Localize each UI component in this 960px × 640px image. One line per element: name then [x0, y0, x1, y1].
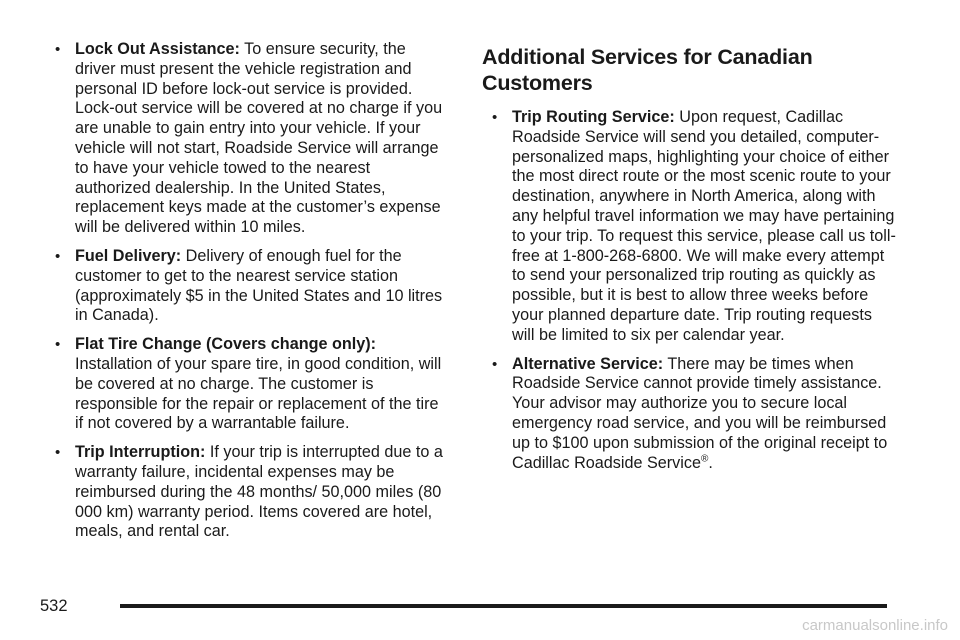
- section-heading: Additional Services for Canadian Customers: [482, 45, 813, 95]
- item-text: Delivery of enough fuel for the customer to get to the nearest service station (approximately $5 in the United States and 10 litres in Canada).: [75, 246, 443, 325]
- item-text: Upon request, Cadillac Roadside Service will send you detailed, computer-personalized maps, highlighting your choice of either the most direct route or the most scenic route to your destination, anywhere in North America, along with any helpful travel information we may have pertaining to your trip. To request this service, please call us toll-free at 1-800-268-6800. We will make every attempt to send your personalized trip routing as quickly as possible, but it is best to allow three weeks before your planned departure date. Trip routing requests will be limited to six per calendar year.: [512, 108, 896, 344]
- list-item-lock-out-assistance: [52, 40, 447, 238]
- service-list-left: [52, 40, 447, 542]
- item-text: If your trip is interrupted due to a warranty failure, incidental expenses may be reimbursed during the 48 months/ 50,000 miles (80 000 km) warranty period. Items covered are hotel, meals, and rental car.: [75, 443, 443, 541]
- list-item-fuel-delivery: [52, 247, 447, 326]
- footer-rule: [120, 604, 887, 608]
- right-column: [482, 40, 897, 482]
- page-number: 532: [40, 597, 68, 615]
- bullet-icon: •: [55, 336, 61, 354]
- page-footer: [40, 596, 887, 616]
- bullet-icon: •: [55, 41, 61, 58]
- list-item-alternative-service: [482, 355, 897, 474]
- bullet-icon: •: [492, 109, 498, 126]
- item-text: Installation of your spare tire, in good condition, will be covered at no charge. The customer is responsible for the repair or replacement of the tire if not covered by a warrantable failure.: [75, 354, 442, 433]
- bullet-icon: •: [55, 247, 61, 265]
- item-text-end: .: [708, 453, 713, 472]
- bullet-icon: •: [492, 355, 498, 373]
- item-title: Trip Routing Service:: [512, 108, 675, 126]
- item-title: Lock Out Assistance:: [75, 40, 240, 58]
- left-column: [52, 40, 447, 551]
- item-title: Trip Interruption:: [75, 443, 206, 462]
- service-list-right: [482, 108, 897, 473]
- registered-mark: ®: [700, 453, 709, 465]
- list-item-trip-routing-service: [482, 108, 897, 346]
- item-title: Flat Tire Change (Covers change only):: [75, 335, 377, 354]
- watermark: carmanualsonline.info: [802, 617, 948, 634]
- item-text: To ensure security, the driver must present the vehicle registration and personal ID before lock-out service is provided. Lock-out service will be covered at no charge if you are unable to gain entry into your vehicle. If your vehicle will not start, Roadside Service will arrange to have your vehicle towed to the nearest authorized dealership. In the United States, replacement keys made at the customer’s expense will be delivered within 10 miles.: [75, 40, 443, 237]
- list-item-trip-interruption: [52, 443, 447, 542]
- item-text: There may be times when Roadside Service cannot provide timely assistance. Your advisor may authorize you to secure local emergency road service, and you will be reimbursed up to $100 upon submission of the original receipt to Cadillac Roadside Service: [512, 354, 888, 472]
- list-item-flat-tire-change: [52, 335, 447, 434]
- item-title: Fuel Delivery:: [75, 246, 182, 265]
- bullet-icon: •: [55, 444, 61, 462]
- item-title: Alternative Service:: [512, 354, 664, 373]
